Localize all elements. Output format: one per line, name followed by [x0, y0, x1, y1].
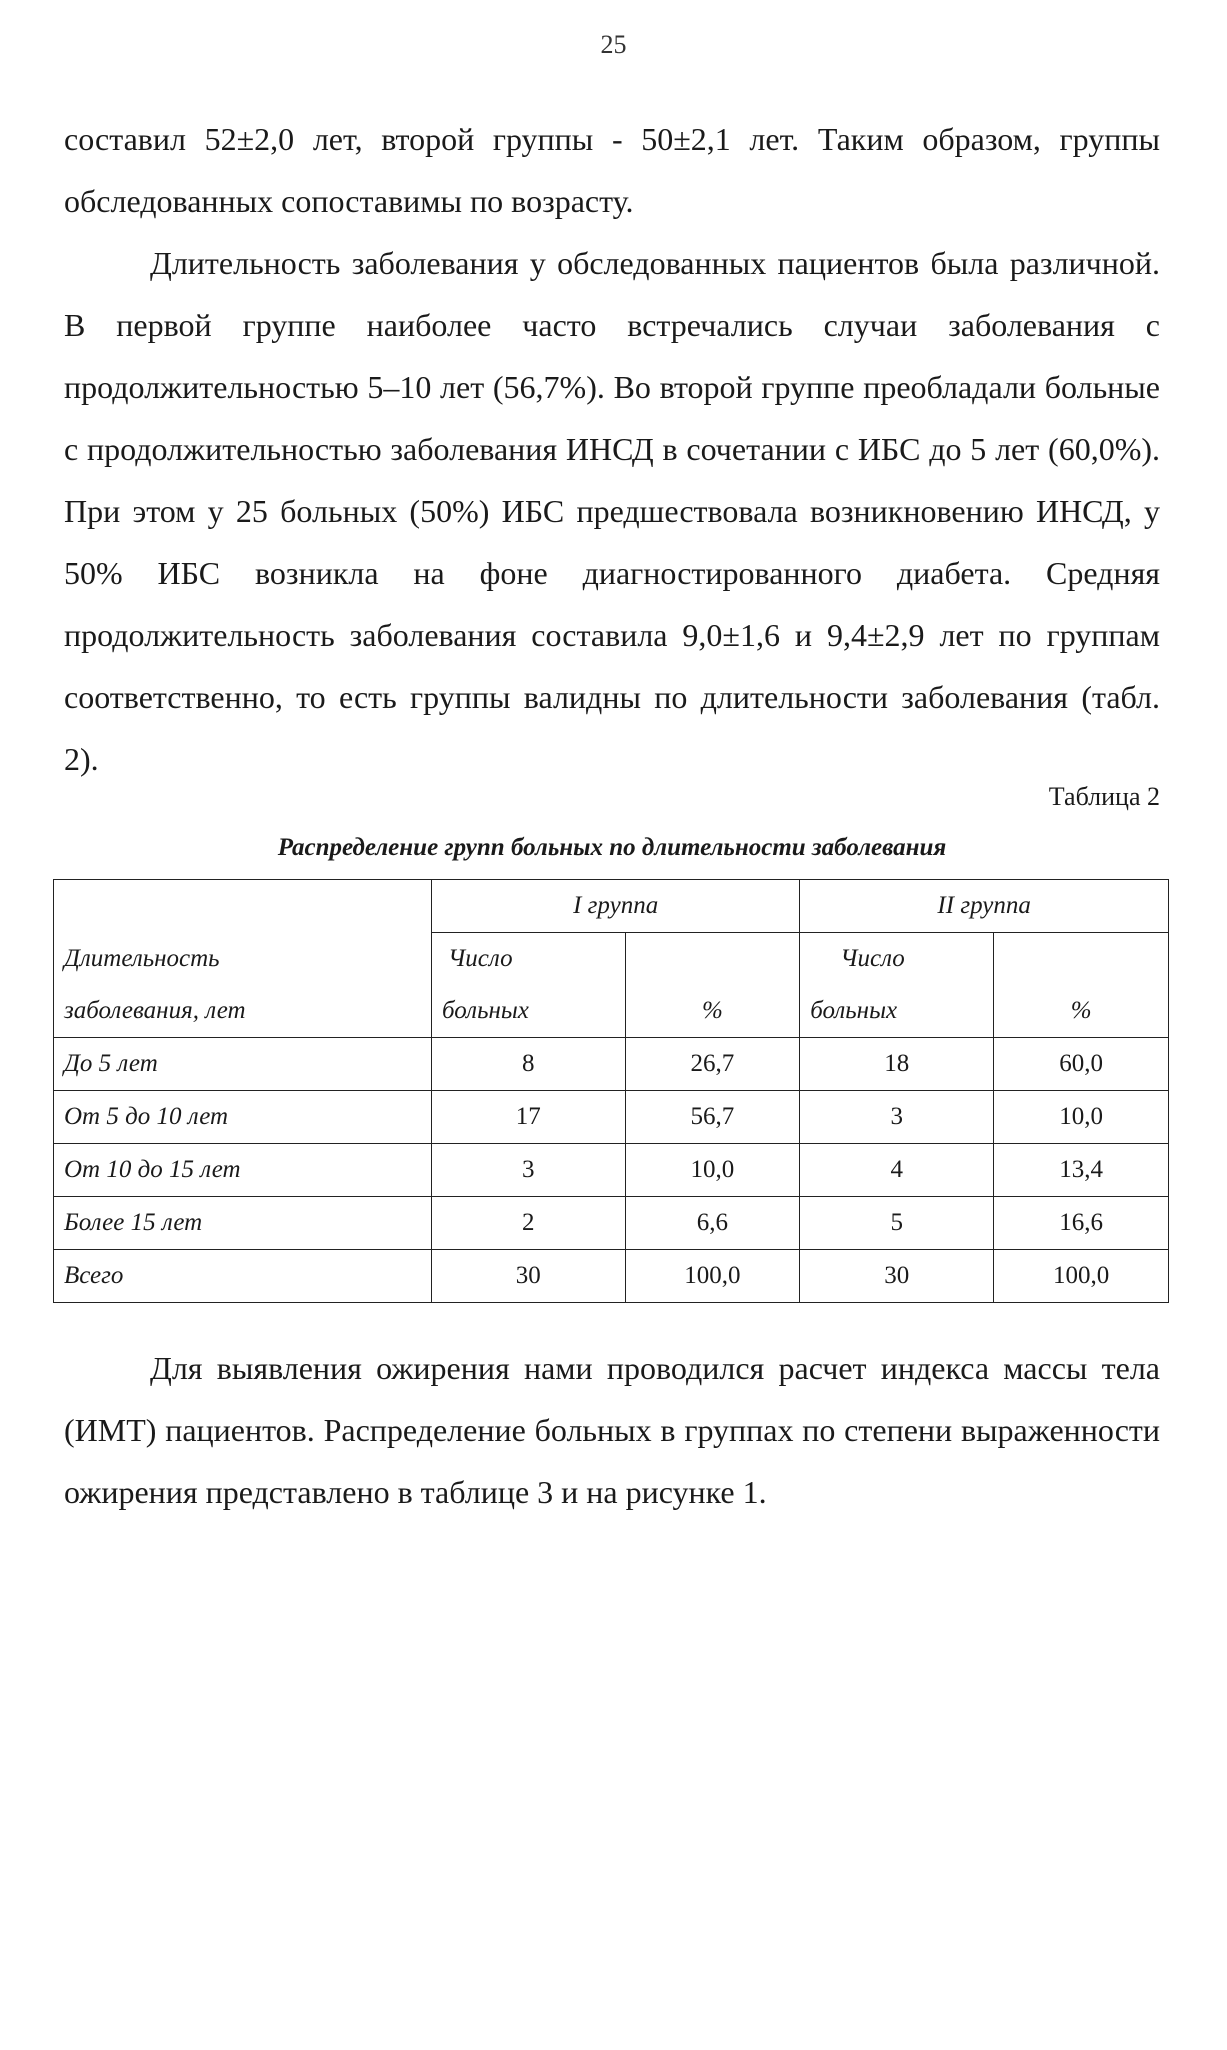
row-g1-count: 3: [432, 1144, 625, 1197]
header-g2-percent: %: [994, 933, 1169, 1038]
header-group2: II группа: [800, 880, 1169, 933]
header-g1-count-line1: Число: [448, 945, 513, 972]
row-g2-percent: 100,0: [994, 1250, 1169, 1303]
row-label: От 10 до 15 лет: [54, 1144, 432, 1197]
table-row: [54, 1038, 1169, 1091]
row-g2-percent: 16,6: [994, 1197, 1169, 1250]
page-number: 25: [600, 30, 627, 59]
header-g1-percent: %: [625, 933, 800, 1038]
row-g1-percent: 6,6: [625, 1197, 800, 1250]
header-group1: I группа: [432, 880, 800, 933]
row-g2-count: 3: [800, 1091, 994, 1144]
row-g1-count: 8: [432, 1038, 625, 1091]
row-label: Всего: [54, 1250, 432, 1303]
row-g2-count: 5: [800, 1197, 994, 1250]
row-g1-count: 30: [432, 1250, 625, 1303]
header-duration-line1: Длительность: [64, 945, 220, 972]
table-caption: Распределение групп больных по длительности заболевания: [277, 834, 947, 861]
paragraph-disease-duration: Длительность заболевания у обследованных пациентов была различной. В первой группе наиболее часто встречались случаи заболевания с продолжительностью 5–10 лет (56,7%). Во второй группе преобладали больные с продолжительностью заболевания ИНСД в сочетании с ИБС до 5 лет (60,0%). При этом у 25 больных (50%) ИБС предшествовала возникновению ИНСД, у 50% ИБС возникла на фоне диагностированного диабета. Средняя продолжительность заболевания составила 9,0±1,6 и 9,4±2,9 лет по группам соответственно, то есть группы валидны по длительности заболевания (табл. 2).: [64, 245, 1160, 777]
header-g2-count: [800, 933, 994, 1038]
row-g2-count: 18: [800, 1038, 994, 1091]
header-duration-line2: заболевания, лет: [64, 997, 246, 1024]
table-label: Таблица 2: [1048, 782, 1160, 811]
row-g1-percent: 10,0: [625, 1144, 800, 1197]
row-g1-count: 2: [432, 1197, 625, 1250]
row-label: От 5 до 10 лет: [54, 1091, 432, 1144]
header-g1-count: [432, 933, 625, 1038]
table-header-row-groups: [54, 880, 1169, 933]
paragraph-bmi: Для выявления ожирения нами проводился расчет индекса массы тела (ИМТ) пациентов. Распределение больных в группах по степени выраженности ожирения представлено в таблице 3 и на рисунке 1.: [64, 1350, 1160, 1510]
row-g2-percent: 13,4: [994, 1144, 1169, 1197]
header-duration-cell: [54, 880, 432, 1038]
duration-table: [53, 879, 1169, 1303]
row-g2-count: 30: [800, 1250, 994, 1303]
table-row: [54, 1197, 1169, 1250]
header-g2-count-line2: больных: [810, 997, 898, 1024]
header-g1-count-line2: больных: [442, 997, 529, 1024]
row-g1-percent: 26,7: [625, 1038, 800, 1091]
header-g2-count-line1: Число: [840, 945, 905, 972]
row-g2-percent: 10,0: [994, 1091, 1169, 1144]
row-g2-count: 4: [800, 1144, 994, 1197]
paragraph-age-continuation: составил 52±2,0 лет, второй группы - 50±2,1 лет. Таким образом, группы обследованных сопоставимы по возрасту.: [64, 121, 1160, 219]
row-g1-percent: 56,7: [625, 1091, 800, 1144]
row-g1-count: 17: [432, 1091, 625, 1144]
body-text-bottom: [64, 1337, 1160, 1523]
table-row: [54, 1144, 1169, 1197]
table-row-total: [54, 1250, 1169, 1303]
row-label: До 5 лет: [54, 1038, 432, 1091]
row-g2-percent: 60,0: [994, 1038, 1169, 1091]
row-g1-percent: 100,0: [625, 1250, 800, 1303]
row-label: Более 15 лет: [54, 1197, 432, 1250]
body-text-top: [64, 108, 1160, 790]
table-row: [54, 1091, 1169, 1144]
